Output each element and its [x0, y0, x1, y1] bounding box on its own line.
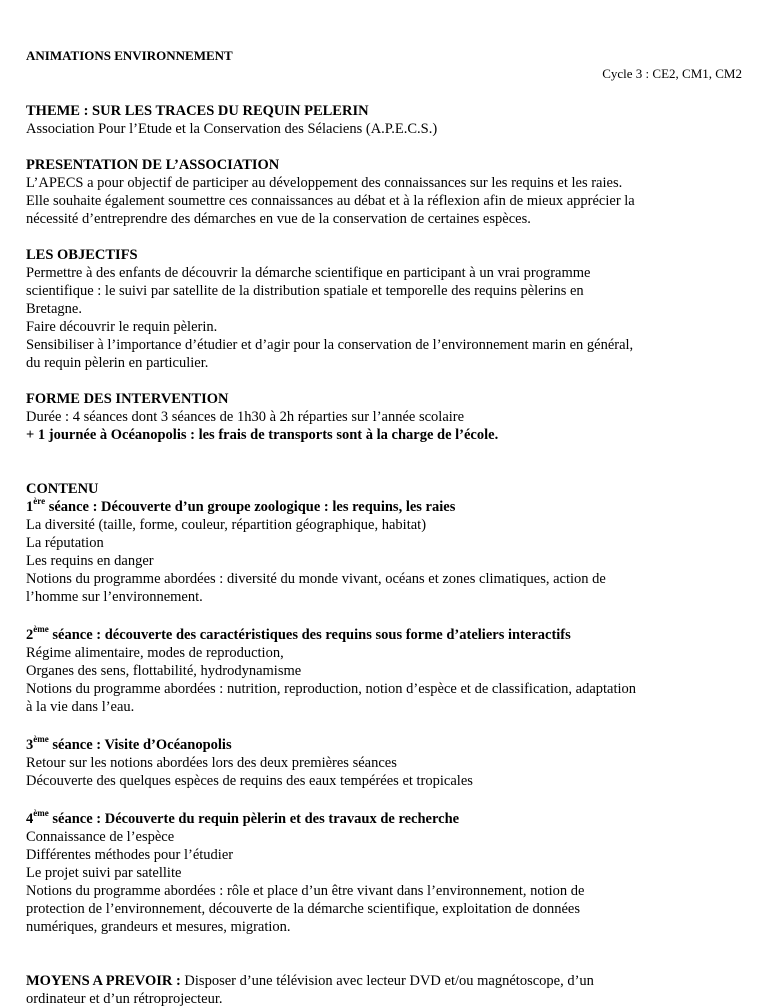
seance-4-title: [26, 810, 742, 828]
objectifs-line: Faire découvrir le requin pèlerin.: [26, 319, 218, 335]
objectifs-line: scientifique : le suivi par satellite de la distribution spatiale et temporelle des requins pèlerins en: [26, 283, 584, 299]
seance-line: à la vie dans l’eau.: [26, 699, 135, 715]
objectifs-line: Permettre à des enfants de découvrir la démarche scientifique en participant à un vrai programme: [26, 265, 591, 281]
seance-line: La diversité (taille, forme, couleur, répartition géographique, habitat): [26, 517, 427, 533]
seance-number: 3: [26, 737, 34, 753]
association-name: Association Pour l’Etude et la Conservation des Sélaciens (A.P.E.C.S.): [26, 121, 438, 137]
seance-line: Découverte des quelques espèces de requins des eaux tempérées et tropicales: [26, 773, 473, 789]
seance-line: l’homme sur l’environnement.: [26, 589, 203, 605]
seance-number: 2: [26, 627, 34, 643]
presentation-line: L’APECS a pour objectif de participer au développement des connaissances sur les requins et les raies.: [26, 175, 623, 191]
seance-line: Organes des sens, flottabilité, hydrodynamisme: [26, 663, 302, 679]
seance-ordinal: ème: [33, 624, 49, 634]
objectifs-line: du requin pèlerin en particulier.: [26, 355, 209, 371]
presentation-line: nécessité d’entreprendre des démarches en vue de la conservation de certaines espèces.: [26, 211, 531, 227]
forme-journee: + 1 journée à Océanopolis : les frais de transports sont à la charge de l’école.: [26, 427, 499, 443]
presentation-title: PRESENTATION DE L’ASSOCIATION: [26, 157, 280, 173]
cycle-label: Cycle 3 : CE2, CM1, CM2: [602, 66, 742, 81]
seance-ordinal: ème: [33, 734, 49, 744]
contenu-title: CONTENU: [26, 481, 99, 497]
header-title: ANIMATIONS ENVIRONNEMENT: [26, 48, 233, 63]
theme-section: [26, 102, 742, 138]
seance-line: Les requins en danger: [26, 553, 154, 569]
seance-line: Notions du programme abordées : nutrition, reproduction, notion d’espèce et de classification, adaptation: [26, 681, 637, 697]
moyens-line-2: ordinateur et d’un rétroprojecteur.: [26, 991, 223, 1007]
seance-line: Le projet suivi par satellite: [26, 865, 182, 881]
seance-ordinal: ème: [33, 808, 49, 818]
seance-1-title: [26, 498, 742, 516]
seance-heading: séance : Découverte du requin pèlerin et des travaux de recherche: [48, 811, 460, 827]
moyens-section: [26, 972, 742, 1008]
presentation-section: [26, 156, 742, 228]
seance-line: numériques, grandeurs et mesures, migration.: [26, 919, 291, 935]
seance-line: Notions du programme abordées : rôle et place d’un être vivant dans l’environnement, notion de: [26, 883, 585, 899]
contenu-section: [26, 480, 742, 936]
objectifs-title: LES OBJECTIFS: [26, 247, 138, 263]
seance-line: La réputation: [26, 535, 104, 551]
forme-duree: Durée : 4 séances dont 3 séances de 1h30 à 2h réparties sur l’année scolaire: [26, 409, 465, 425]
seance-2-title: [26, 626, 742, 644]
seance-line: Régime alimentaire, modes de reproduction,: [26, 645, 284, 661]
seance-ordinal: ère: [33, 496, 46, 506]
seance-3-title: [26, 736, 742, 754]
document-page: [26, 48, 742, 1008]
presentation-line: Elle souhaite également soumettre ces connaissances au débat et à la réflexion afin de mieux apprécier la: [26, 193, 635, 209]
forme-title: FORME DES INTERVENTION: [26, 391, 229, 407]
seance-heading: séance : Découverte d’un groupe zoologique : les requins, les raies: [45, 499, 456, 515]
seance-line: protection de l’environnement, découverte de la démarche scientifique, exploitation de données: [26, 901, 581, 917]
seance-line: Notions du programme abordées : diversité du monde vivant, océans et zones climatiques, action de: [26, 571, 606, 587]
moyens-text: Disposer d’une télévision avec lecteur DVD et/ou magnétoscope, d’un: [180, 973, 594, 989]
forme-section: [26, 390, 742, 444]
seance-number: 4: [26, 811, 34, 827]
seance-heading: séance : Visite d’Océanopolis: [48, 737, 232, 753]
objectifs-section: [26, 246, 742, 372]
moyens-line-1: [26, 972, 742, 990]
seance-line: Connaissance de l’espèce: [26, 829, 175, 845]
seance-heading: séance : découverte des caractéristiques des requins sous forme d’ateliers interactifs: [48, 627, 571, 643]
seance-line: Retour sur les notions abordées lors des deux premières séances: [26, 755, 397, 771]
objectifs-line: Bretagne.: [26, 301, 82, 317]
moyens-label: MOYENS A PREVOIR :: [26, 973, 181, 989]
seance-line: Différentes méthodes pour l’étudier: [26, 847, 234, 863]
seance-number: 1: [26, 499, 34, 515]
objectifs-line: Sensibiliser à l’importance d’étudier et d’agir pour la conservation de l’environnement marin en général,: [26, 337, 634, 353]
theme-title: THEME : SUR LES TRACES DU REQUIN PELERIN: [26, 103, 369, 119]
